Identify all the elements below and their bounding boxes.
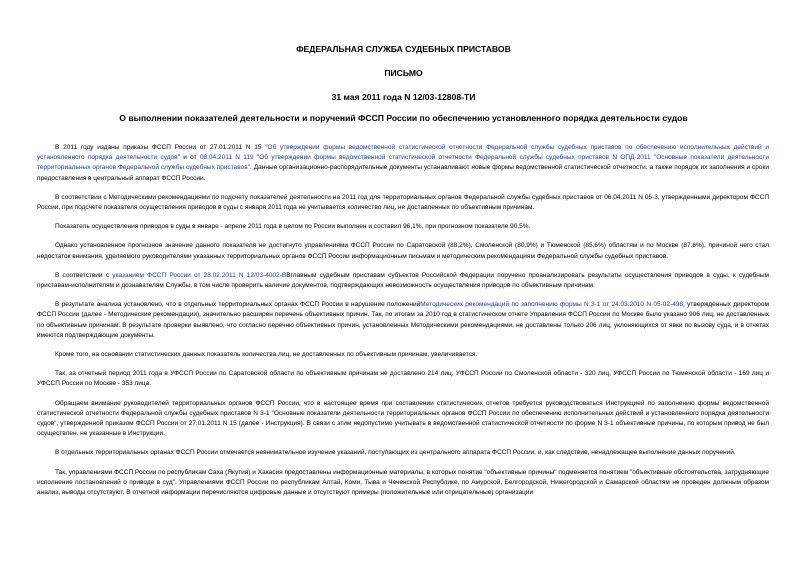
- agency-name: ФЕДЕРАЛЬНАЯ СЛУЖБА СУДЕБНЫХ ПРИСТАВОВ: [296, 44, 511, 54]
- paragraph-10: В отдельных территориальных органах ФССП России отмечается невнимательное изучение указаний, поступающих из центрального аппарата ФССП России, и, как следствие, ненадлежащее выполнение данных поручений.: [55, 449, 736, 457]
- paragraph-11: Так, управлениями ФССП России по республикам Саха (Якутия) и Хакасия предоставлены информационные материалы, в которых понятие "объективные причины" подменяется понятием "объективные обстоятельства, затрудняющие исполнение постановлений о приводе в суд". Управлениями ФССП России по республикам Алтай, Коми, Тыва и Чеченской Республике, по Амурской, Белгородской, Нижегородской и Самарской областям не проведен должным образом анализ, выводы отсутствуют. В отчетной информации перечисляются цифровые данные и отсутствуют примеры (положительные или отрицательные) организации: [37, 468, 769, 497]
- paragraph-2: В соответствии с Методическими рекомендациями по подсчету показателей деятельности на 2011 год для территориальных органов Федеральной службы судебных приставов от 06.04.2011 N 05-3, утвержденными директором ФССП России, при подсчете показателя осуществления приводов в суды с января 2011 года не учитывается количество лиц, не доставленных по объективным причинам.: [37, 193, 769, 212]
- paragraph-text: В 2011 году изданы приказы ФССП России от 27.01.2011 N 15 ": [55, 144, 268, 151]
- paragraph-7: Кроме того, на основании статистических данных показатель количества лиц, не доставленных по объективным причинам, увеличивается.: [55, 351, 478, 359]
- paragraph-text: Вглавным судебным приставам субъектов Российской Федерации поручено проанализировать результаты осуществления приводов в суды, к судебным приставам-исполнителям и дознавателям Службы, в том числе проверить наличие документов, подтверждающих невозможность осуществления приводов по объективным причинам.: [37, 271, 769, 290]
- paragraph-9: Обращаем внимание руководителей территориальных органов ФССП России, что в настоящее время при составлении статистических отчетов требуется руководствоваться Инструкцией по заполнению формы ведомственной статистической отчетности Федеральной службы судебных приставов N 3-1 "Основные показатели деятельности территориальных органов ФССП России по обеспечению исполнительных действий и установленного порядка деятельности судов", утвержденной приказом ФССП России от 27.01.2011 N 15 (далее - Инструкция). В связи с этим недопустимо учитывать в ведомственной статистической отчетности по форме N 3-1 объективные причины, по которым привод не был осуществлен, не указанные в Инструкции.: [37, 399, 769, 438]
- paragraph-8: Так, за отчетный период 2011 года в УФССП России по Саратовской области по объективным причинам не доставлено 214 лиц, УФССП России по Смоленской области - 320 лиц, УФССП России по Тюменской области - 169 лиц и УФССП России по Москве - 353 лица.: [37, 370, 769, 388]
- paragraph-text: " и от: [177, 154, 200, 162]
- paragraph-text: ": [253, 154, 260, 162]
- order-15-link[interactable]: Об утверждении формы ведомственной статистической отчетности Федеральной службы судебных приставов по обеспечению исполнительных действий и установленного порядка деятельности судов: [37, 144, 769, 162]
- paragraph-3: Показатель осуществления приводов в суды в январе - апреле 2011 года в целом по России выполнен и составил 96,1%, при прогнозном показателе 90,5%.: [55, 223, 531, 231]
- order-119-title-link[interactable]: Об утверждении формы ведомственной статистической отчетности Федеральной службы судебных приставов N ОПД-2011 "Основные показатели деятельности территориальных органов Федеральной службы судебных приставов": [37, 154, 769, 172]
- document-body: [37, 143, 769, 507]
- order-119-link[interactable]: 08.04.2011 N 119: [199, 154, 254, 162]
- directive-4002-link[interactable]: указанием ФССП России от 28.02.2011 N 12/03-4002-В: [112, 271, 287, 279]
- method-recommendations-link[interactable]: Методических рекомендаций по заполнению формы N 3-1 от 24.03.2010 N 05-02-498: [420, 301, 684, 309]
- paragraph-1: [37, 143, 769, 184]
- document-date-number: 31 мая 2011 года N 12/03-12808-ТИ: [331, 92, 476, 102]
- paragraph-text: В результате анализа установлено, что в отдельных территориальных органах ФССП России в нарушение положений: [55, 301, 421, 309]
- document-type: ПИСЬМО: [384, 68, 423, 78]
- paragraph-6: [37, 300, 769, 341]
- paragraph-text: . Данные организационно-распорядительные документы устанавливают новые формы ведомственной статистической отчетности, а также порядок их заполнения и сроки предоставления в центральный аппарат ФССП России.: [37, 164, 769, 182]
- paragraph-text: В соответствии с: [55, 271, 113, 279]
- paragraph-5: [37, 271, 769, 291]
- paragraph-text: , утвержденных директором ФССП России (далее - Методические рекомендации), значительно расширен перечень объективных причин. Так, по итогам за 2010 год в статистическом отчете Управления ФССП России по Москве было указано 906 лиц, не доставленных по объективным причинам. В результате проверки выявлено, что согласно перечню объективных причин, установленных Методическими рекомендациями, не доставлены только 206 лиц, уклоняющихся от явки по вызову суда, и в отчетах имеются подтверждающие документы.: [37, 301, 770, 339]
- paragraph-4: Однако установленное прогнозное значение данного показателя не достигнуто управлениями ФССП России по Саратовской (88,2%), Смоленской (80,9%) и Тюменской (85,6%) областям и по Москве (87,6%), причиной чего стал недостаток внимания, уделяемого руководителями указанных территориальных органов ФССП России информационным письмам и методическим рекомендациям Федеральной службы судебных приставов.: [37, 242, 769, 260]
- document-title: О выполнении показателей деятельности и поручений ФССП России по обеспечению установленного порядка деятельности судов: [119, 113, 688, 123]
